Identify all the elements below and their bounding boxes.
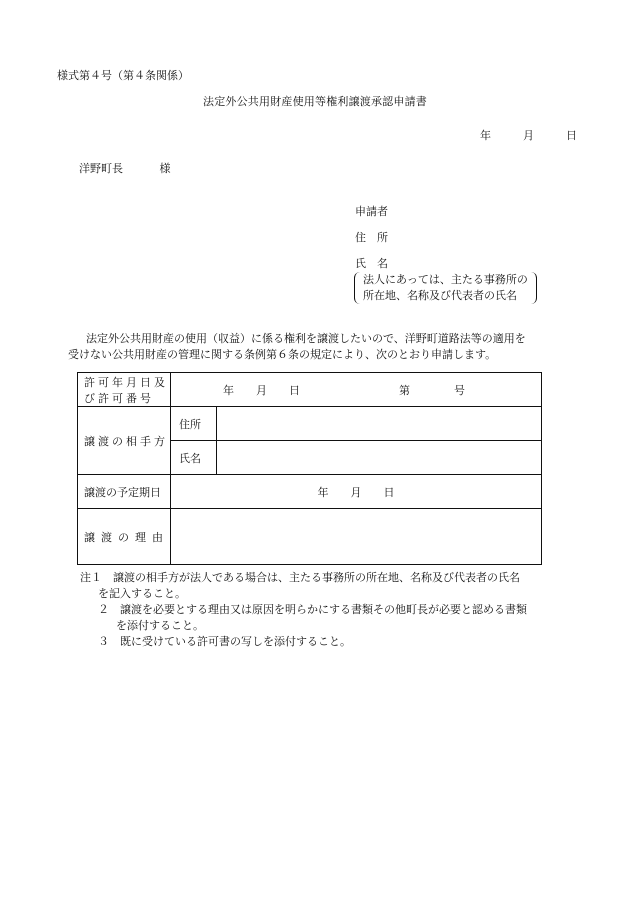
table-row [78,509,542,565]
scheduled-date-field[interactable] [171,475,542,509]
notes [80,570,527,650]
transferee-address-label: 住所 [171,407,217,441]
permit-value-cell[interactable] [171,373,542,407]
applicant-address-label: 住 所 [355,231,388,244]
scheduled-date-label: 譲渡の予定期日 [78,475,171,509]
scheduled-date-value: 年 月 日 [317,485,395,499]
date-line [480,127,578,143]
reason-label: 譲渡の理由 [78,509,171,565]
corporate-note-line-2: 所在地、名称及び代表者の氏名 [363,289,517,302]
transferee-label: 譲渡の相手方 [78,407,171,475]
statement-line-1: 法定外公共用財産の使用（収益）に係る権利を譲渡したいので、洋野町道路法等の適用を [86,332,526,345]
transferee-address-field[interactable] [217,407,542,441]
application-table [77,372,542,565]
note-2-line-2: を添付すること。 [116,619,204,632]
corporate-note-line-1: 法人にあっては、主たる事務所の [363,273,528,286]
table-row [78,475,542,509]
note-1-line-2: を記入すること。 [98,587,186,600]
applicant-address [355,229,388,245]
permit-value: 年 月 日 第 号 [223,383,465,397]
note-2-line-1: ２ 譲渡を必要とする理由又は原因を明らかにする書類その他町長が必要と認める書類 [98,603,527,616]
note-3: ３ 既に受けている許可書の写しを添付すること。 [98,635,351,648]
table-row [78,373,542,407]
corporate-note [354,272,537,304]
applicant-name [355,255,388,271]
addressee-honorific: 様 [159,162,171,175]
note-1-line-1: 注１ 譲渡の相手方が法人である場合は、主たる事務所の所在地、名称及び代表者の氏名 [80,571,520,584]
transferee-name-label: 氏名 [171,441,217,475]
form-number: 様式第４号（第４条関係） [57,69,189,82]
reason-field[interactable] [171,509,542,565]
statement-line-2: 受けない公共用財産の管理に関する条例第６条の規定により、次のとおり申請します。 [68,348,497,361]
transferee-name-field[interactable] [217,441,542,475]
applicant-name-label: 氏 名 [355,257,388,270]
addressee [79,160,171,176]
addressee-name: 洋野町長 [79,162,123,175]
date-day: 日 [566,129,578,142]
table-row [78,407,542,441]
applicant-label: 申請者 [355,205,388,218]
permit-label-line-2: び許可番号 [84,391,154,405]
permit-label-cell [78,373,171,407]
application-statement [68,331,568,363]
page-title: 法定外公共用財産使用等権利譲渡承認申請書 [203,95,427,108]
permit-label-line-1: 許可年月日及 [84,375,168,389]
date-year: 年 [480,129,492,142]
date-month: 月 [523,129,535,142]
